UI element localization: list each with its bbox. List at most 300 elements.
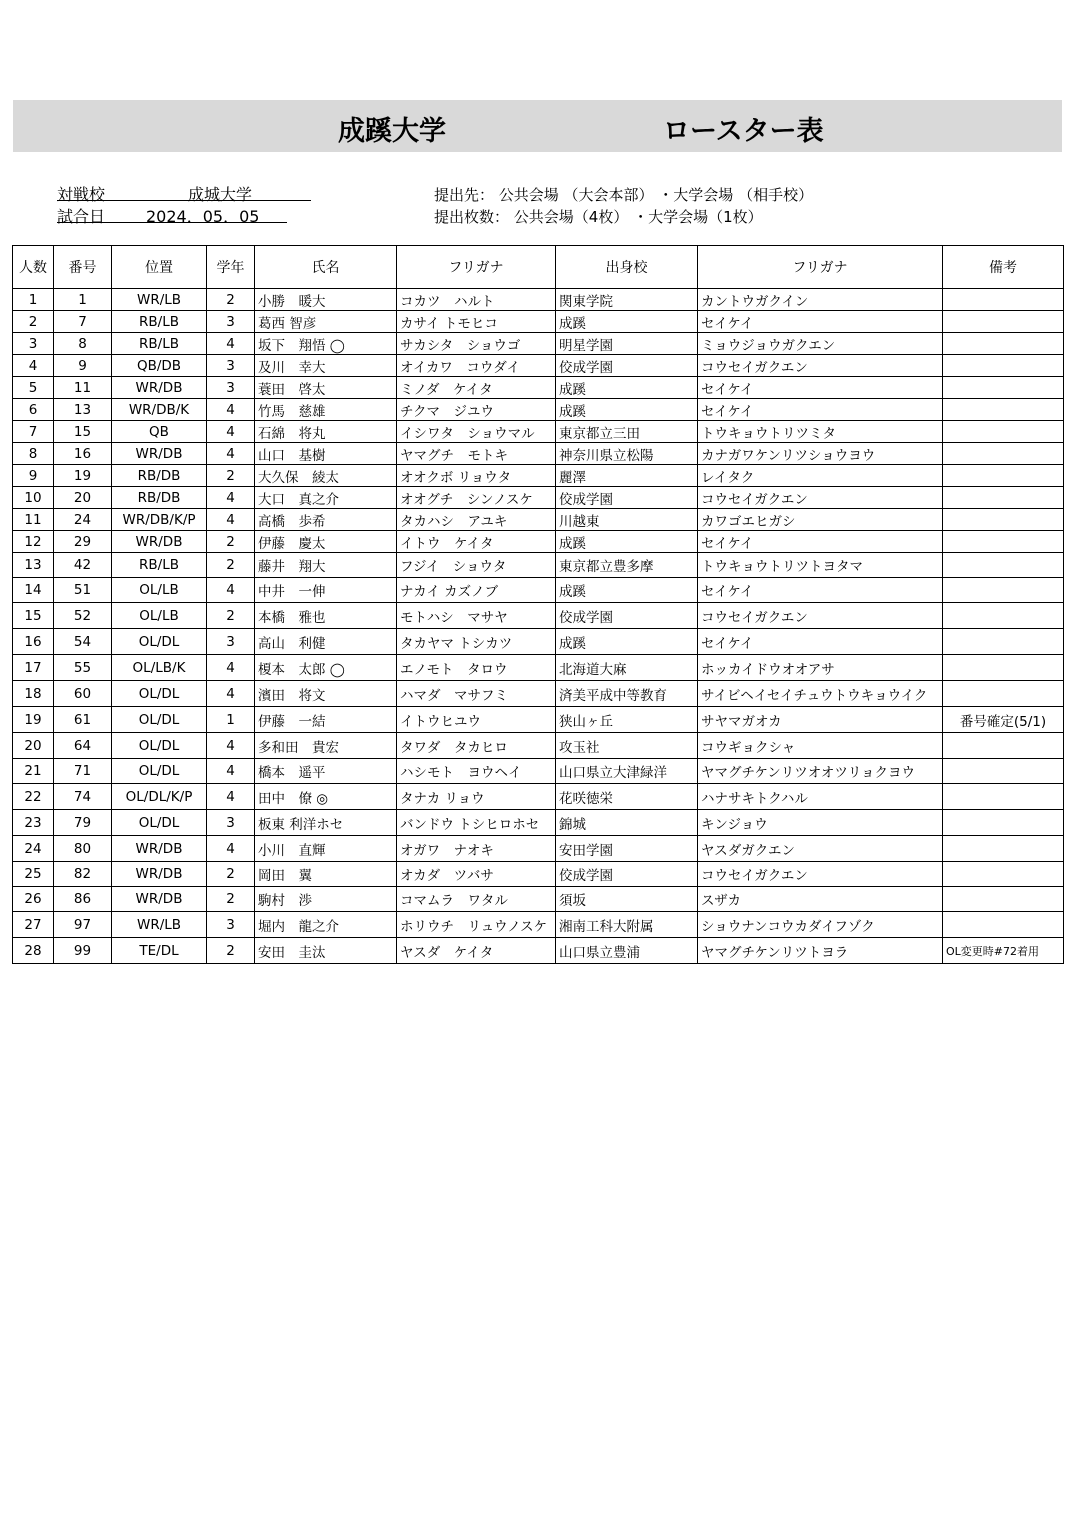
cell-count: 7 <box>13 421 54 443</box>
roster-body <box>13 289 1064 964</box>
cell-name: 濱田 将文 <box>255 681 397 707</box>
cell-name: 高橋 歩希 <box>255 509 397 531</box>
cell-count: 28 <box>13 938 54 964</box>
cell-name: 田中 僚 ◎ <box>255 784 397 810</box>
cell-notes <box>943 810 1064 836</box>
cell-notes <box>943 355 1064 377</box>
cell-school: 錦城 <box>556 810 698 836</box>
cell-school: 北海道大麻 <box>556 655 698 681</box>
cell-school: 川越東 <box>556 509 698 531</box>
cell-notes <box>943 759 1064 784</box>
cell-position: WR/DB <box>112 887 207 912</box>
cell-notes <box>943 784 1064 810</box>
cell-position: WR/LB <box>112 912 207 938</box>
table-row <box>13 784 1064 810</box>
cell-name: 本橋 雅也 <box>255 603 397 629</box>
cell-count: 4 <box>13 355 54 377</box>
cell-number: 19 <box>54 465 112 487</box>
cell-school: 花咲徳栄 <box>556 784 698 810</box>
cell-number: 20 <box>54 487 112 509</box>
cell-notes <box>943 509 1064 531</box>
cell-name: 板東 利洋ホセ <box>255 810 397 836</box>
table-row <box>13 377 1064 399</box>
cell-name: 駒村 渉 <box>255 887 397 912</box>
table-row <box>13 707 1064 733</box>
header-number: 番号 <box>54 246 112 289</box>
cell-name: 大口 真之介 <box>255 487 397 509</box>
cell-school: 麗澤 <box>556 465 698 487</box>
opponent-label: 対戦校 <box>57 185 106 204</box>
cell-name: 山口 基樹 <box>255 443 397 465</box>
cell-school-kana: トウキョウトリツトヨタマ <box>698 553 943 578</box>
cell-grade: 2 <box>207 862 255 887</box>
cell-number: 24 <box>54 509 112 531</box>
cell-position: WR/DB/K/P <box>112 509 207 531</box>
cell-number: 79 <box>54 810 112 836</box>
cell-name: 堀内 龍之介 <box>255 912 397 938</box>
cell-count: 1 <box>13 289 54 311</box>
table-row <box>13 311 1064 333</box>
cell-position: OL/LB <box>112 603 207 629</box>
cell-notes <box>943 681 1064 707</box>
cell-position: TE/DL <box>112 938 207 964</box>
cell-school: 成蹊 <box>556 311 698 333</box>
cell-grade: 3 <box>207 810 255 836</box>
cell-name: 中井 一伸 <box>255 578 397 603</box>
cell-number: 61 <box>54 707 112 733</box>
cell-notes <box>943 531 1064 553</box>
cell-count: 17 <box>13 655 54 681</box>
cell-notes: OL変更時#72着用 <box>943 938 1064 964</box>
cell-notes <box>943 399 1064 421</box>
cell-number: 86 <box>54 887 112 912</box>
table-row <box>13 810 1064 836</box>
cell-school-kana: スザカ <box>698 887 943 912</box>
table-row <box>13 603 1064 629</box>
cell-school: 東京都立豊多摩 <box>556 553 698 578</box>
cell-name: 石綿 将丸 <box>255 421 397 443</box>
cell-number: 8 <box>54 333 112 355</box>
cell-grade: 3 <box>207 311 255 333</box>
cell-name-kana: オオグチ シンノスケ <box>397 487 556 509</box>
table-row <box>13 733 1064 759</box>
cell-name: 小川 直輝 <box>255 836 397 862</box>
cell-position: OL/DL <box>112 810 207 836</box>
cell-count: 11 <box>13 509 54 531</box>
cell-school-kana: ショウナンコウカダイフゾク <box>698 912 943 938</box>
cell-name: 小勝 暖大 <box>255 289 397 311</box>
cell-grade: 4 <box>207 655 255 681</box>
cell-school: 成蹊 <box>556 377 698 399</box>
header-name-kana: フリガナ <box>397 246 556 289</box>
cell-name-kana: ハマダ マサフミ <box>397 681 556 707</box>
header-notes: 備考 <box>943 246 1064 289</box>
cell-name: 伊藤 慶太 <box>255 531 397 553</box>
cell-count: 12 <box>13 531 54 553</box>
cell-school: 成蹊 <box>556 629 698 655</box>
cell-position: OL/DL <box>112 759 207 784</box>
cell-grade: 4 <box>207 733 255 759</box>
cell-school-kana: コウセイガクエン <box>698 487 943 509</box>
cell-position: QB/DB <box>112 355 207 377</box>
cell-school: 湘南工科大附属 <box>556 912 698 938</box>
cell-number: 54 <box>54 629 112 655</box>
cell-school-kana: ハナサキトクハル <box>698 784 943 810</box>
cell-count: 9 <box>13 465 54 487</box>
cell-notes <box>943 465 1064 487</box>
cell-name-kana: サカシタ ショウゴ <box>397 333 556 355</box>
cell-number: 80 <box>54 836 112 862</box>
cell-name-kana: ヤマグチ モトキ <box>397 443 556 465</box>
cell-school-kana: サイビヘイセイチュウトウキョウイク <box>698 681 943 707</box>
table-row <box>13 759 1064 784</box>
cell-school: 成蹊 <box>556 531 698 553</box>
cell-count: 13 <box>13 553 54 578</box>
cell-count: 21 <box>13 759 54 784</box>
cell-name: 竹馬 慈雄 <box>255 399 397 421</box>
cell-school-kana: トウキョウトリツミタ <box>698 421 943 443</box>
cell-count: 19 <box>13 707 54 733</box>
cell-position: OL/LB <box>112 578 207 603</box>
cell-number: 99 <box>54 938 112 964</box>
cell-notes: 番号確定(5/1) <box>943 707 1064 733</box>
cell-count: 14 <box>13 578 54 603</box>
cell-name-kana: ヤスダ ケイタ <box>397 938 556 964</box>
cell-notes <box>943 655 1064 681</box>
table-row <box>13 487 1064 509</box>
cell-position: OL/DL/K/P <box>112 784 207 810</box>
date-label: 試合日 <box>57 207 106 226</box>
cell-name-kana: イトウヒユウ <box>397 707 556 733</box>
table-row <box>13 887 1064 912</box>
cell-school: 明星学園 <box>556 333 698 355</box>
cell-name: 藤井 翔大 <box>255 553 397 578</box>
cell-school-kana: カントウガクイン <box>698 289 943 311</box>
cell-position: RB/DB <box>112 487 207 509</box>
cell-count: 16 <box>13 629 54 655</box>
cell-school-kana: セイケイ <box>698 377 943 399</box>
cell-position: WR/DB <box>112 862 207 887</box>
cell-name: 及川 幸大 <box>255 355 397 377</box>
cell-name: 蓑田 啓太 <box>255 377 397 399</box>
school-title: 成蹊大学 <box>338 116 446 147</box>
cell-school: 済美平成中等教育 <box>556 681 698 707</box>
table-row <box>13 836 1064 862</box>
cell-school-kana: セイケイ <box>698 629 943 655</box>
cell-school: 佼成学園 <box>556 862 698 887</box>
cell-name: 岡田 翼 <box>255 862 397 887</box>
cell-school-kana: レイタク <box>698 465 943 487</box>
cell-position: WR/DB <box>112 443 207 465</box>
table-row <box>13 912 1064 938</box>
table-row <box>13 938 1064 964</box>
cell-grade: 4 <box>207 759 255 784</box>
cell-position: WR/DB <box>112 377 207 399</box>
cell-school: 安田学園 <box>556 836 698 862</box>
cell-school: 山口県立豊浦 <box>556 938 698 964</box>
cell-number: 42 <box>54 553 112 578</box>
cell-school: 成蹊 <box>556 399 698 421</box>
cell-notes <box>943 836 1064 862</box>
cell-name: 榎本 太郎 ◯ <box>255 655 397 681</box>
cell-count: 25 <box>13 862 54 887</box>
cell-school-kana: キンジョウ <box>698 810 943 836</box>
cell-name: 安田 圭汰 <box>255 938 397 964</box>
cell-grade: 4 <box>207 421 255 443</box>
header-school: 出身校 <box>556 246 698 289</box>
cell-name-kana: ミノダ ケイタ <box>397 377 556 399</box>
cell-name-kana: カサイ トモヒコ <box>397 311 556 333</box>
cell-notes <box>943 377 1064 399</box>
cell-name-kana: オイカワ コウダイ <box>397 355 556 377</box>
table-row <box>13 578 1064 603</box>
cell-count: 20 <box>13 733 54 759</box>
cell-position: WR/DB <box>112 836 207 862</box>
roster-table <box>12 245 1064 964</box>
cell-grade: 4 <box>207 784 255 810</box>
cell-position: WR/LB <box>112 289 207 311</box>
date-underline <box>57 222 287 223</box>
cell-number: 60 <box>54 681 112 707</box>
cell-position: OL/LB/K <box>112 655 207 681</box>
cell-grade: 2 <box>207 603 255 629</box>
cell-position: OL/DL <box>112 707 207 733</box>
table-row <box>13 443 1064 465</box>
cell-grade: 1 <box>207 707 255 733</box>
cell-number: 1 <box>54 289 112 311</box>
cell-notes <box>943 862 1064 887</box>
cell-school-kana: コウギョクシャ <box>698 733 943 759</box>
cell-count: 3 <box>13 333 54 355</box>
table-row <box>13 333 1064 355</box>
table-row <box>13 289 1064 311</box>
cell-number: 9 <box>54 355 112 377</box>
cell-count: 15 <box>13 603 54 629</box>
cell-school-kana: ヤスダガクエン <box>698 836 943 862</box>
cell-name: 橋本 遥平 <box>255 759 397 784</box>
cell-position: RB/LB <box>112 553 207 578</box>
cell-position: RB/LB <box>112 311 207 333</box>
cell-school-kana: ホッカイドウオオアサ <box>698 655 943 681</box>
table-row <box>13 421 1064 443</box>
cell-grade: 3 <box>207 629 255 655</box>
cell-number: 13 <box>54 399 112 421</box>
cell-notes <box>943 603 1064 629</box>
cell-number: 51 <box>54 578 112 603</box>
cell-name: 葛西 智彦 <box>255 311 397 333</box>
cell-grade: 4 <box>207 333 255 355</box>
cell-notes <box>943 487 1064 509</box>
cell-school-kana: ヤマグチケンリツトヨラ <box>698 938 943 964</box>
header-name: 氏名 <box>255 246 397 289</box>
cell-name-kana: タカハシ アユキ <box>397 509 556 531</box>
cell-name-kana: エノモト タロウ <box>397 655 556 681</box>
cell-notes <box>943 421 1064 443</box>
cell-name-kana: オオクボ リョウタ <box>397 465 556 487</box>
cell-notes <box>943 578 1064 603</box>
cell-count: 22 <box>13 784 54 810</box>
cell-position: OL/DL <box>112 629 207 655</box>
cell-school-kana: セイケイ <box>698 531 943 553</box>
cell-count: 6 <box>13 399 54 421</box>
cell-school: 狭山ヶ丘 <box>556 707 698 733</box>
cell-name-kana: チクマ ジユウ <box>397 399 556 421</box>
header-position: 位置 <box>112 246 207 289</box>
cell-school-kana: カナガワケンリツショウヨウ <box>698 443 943 465</box>
cell-number: 71 <box>54 759 112 784</box>
cell-position: OL/DL <box>112 733 207 759</box>
cell-number: 82 <box>54 862 112 887</box>
cell-grade: 2 <box>207 553 255 578</box>
cell-position: RB/DB <box>112 465 207 487</box>
cell-school-kana: セイケイ <box>698 311 943 333</box>
cell-school: 佼成学園 <box>556 355 698 377</box>
cell-name: 高山 利健 <box>255 629 397 655</box>
cell-name-kana: フジイ ショウタ <box>397 553 556 578</box>
cell-grade: 2 <box>207 531 255 553</box>
cell-name-kana: モトハシ マサヤ <box>397 603 556 629</box>
cell-position: QB <box>112 421 207 443</box>
cell-count: 26 <box>13 887 54 912</box>
cell-count: 24 <box>13 836 54 862</box>
cell-name-kana: オガワ ナオキ <box>397 836 556 862</box>
cell-school-kana: コウセイガクエン <box>698 603 943 629</box>
document-title: ロースター表 <box>663 116 824 147</box>
cell-number: 64 <box>54 733 112 759</box>
cell-number: 97 <box>54 912 112 938</box>
cell-name: 大久保 綾太 <box>255 465 397 487</box>
cell-number: 52 <box>54 603 112 629</box>
submit-to: 提出先： 公共会場 （大会本部） ・大学会場 （相手校） <box>434 186 814 204</box>
cell-position: OL/DL <box>112 681 207 707</box>
cell-school: 東京都立三田 <box>556 421 698 443</box>
cell-grade: 4 <box>207 399 255 421</box>
cell-grade: 2 <box>207 289 255 311</box>
cell-notes <box>943 333 1064 355</box>
cell-grade: 3 <box>207 912 255 938</box>
cell-school-kana: セイケイ <box>698 399 943 421</box>
cell-notes <box>943 733 1064 759</box>
cell-grade: 4 <box>207 509 255 531</box>
cell-count: 10 <box>13 487 54 509</box>
cell-name-kana: イトウ ケイタ <box>397 531 556 553</box>
cell-number: 11 <box>54 377 112 399</box>
table-row <box>13 681 1064 707</box>
cell-name-kana: コマムラ ワタル <box>397 887 556 912</box>
cell-position: RB/LB <box>112 333 207 355</box>
table-row <box>13 862 1064 887</box>
cell-count: 27 <box>13 912 54 938</box>
cell-school: 佼成学園 <box>556 603 698 629</box>
cell-grade: 3 <box>207 355 255 377</box>
cell-count: 23 <box>13 810 54 836</box>
cell-notes <box>943 912 1064 938</box>
cell-school-kana: ヤマグチケンリツオオツリョクヨウ <box>698 759 943 784</box>
cell-count: 2 <box>13 311 54 333</box>
cell-school: 佼成学園 <box>556 487 698 509</box>
table-row <box>13 629 1064 655</box>
cell-notes <box>943 311 1064 333</box>
cell-name: 多和田 貴宏 <box>255 733 397 759</box>
cell-name-kana: コカツ ハルト <box>397 289 556 311</box>
table-row <box>13 655 1064 681</box>
header-row <box>13 246 1064 289</box>
cell-school: 関東学院 <box>556 289 698 311</box>
cell-notes <box>943 289 1064 311</box>
cell-grade: 4 <box>207 487 255 509</box>
cell-school: 山口県立大津緑洋 <box>556 759 698 784</box>
cell-school-kana: カワゴエヒガシ <box>698 509 943 531</box>
date-value: 2024．05．05 <box>146 207 260 226</box>
cell-notes <box>943 553 1064 578</box>
cell-grade: 4 <box>207 681 255 707</box>
cell-name-kana: タカヤマ トシカツ <box>397 629 556 655</box>
title-bar <box>13 100 1062 152</box>
table-row <box>13 399 1064 421</box>
cell-name-kana: タナカ リョウ <box>397 784 556 810</box>
cell-name-kana: ホリウチ リュウノスケ <box>397 912 556 938</box>
header-school-kana: フリガナ <box>698 246 943 289</box>
cell-number: 55 <box>54 655 112 681</box>
cell-count: 8 <box>13 443 54 465</box>
cell-name: 坂下 翔悟 ◯ <box>255 333 397 355</box>
cell-school: 攻玉社 <box>556 733 698 759</box>
cell-notes <box>943 887 1064 912</box>
cell-number: 74 <box>54 784 112 810</box>
cell-school: 成蹊 <box>556 578 698 603</box>
cell-number: 16 <box>54 443 112 465</box>
opponent-value: 成城大学 <box>188 185 253 204</box>
cell-name-kana: タワダ タカヒロ <box>397 733 556 759</box>
cell-number: 15 <box>54 421 112 443</box>
cell-school-kana: ミョウジョウガクエン <box>698 333 943 355</box>
cell-school-kana: コウセイガクエン <box>698 862 943 887</box>
cell-grade: 4 <box>207 578 255 603</box>
cell-grade: 2 <box>207 465 255 487</box>
header-grade: 学年 <box>207 246 255 289</box>
cell-notes <box>943 629 1064 655</box>
cell-name-kana: ハシモト ヨウヘイ <box>397 759 556 784</box>
cell-school: 神奈川県立松陽 <box>556 443 698 465</box>
table-row <box>13 553 1064 578</box>
cell-grade: 4 <box>207 443 255 465</box>
cell-notes <box>943 443 1064 465</box>
cell-grade: 2 <box>207 938 255 964</box>
cell-school-kana: サヤマガオカ <box>698 707 943 733</box>
cell-school-kana: コウセイガクエン <box>698 355 943 377</box>
table-row <box>13 509 1064 531</box>
table-row <box>13 465 1064 487</box>
opponent-underline <box>57 200 311 201</box>
cell-school-kana: セイケイ <box>698 578 943 603</box>
header-count: 人数 <box>13 246 54 289</box>
cell-count: 18 <box>13 681 54 707</box>
cell-grade: 3 <box>207 377 255 399</box>
submit-count: 提出枚数： 公共会場（4枚） ・大学会場（1枚） <box>434 208 763 226</box>
cell-count: 5 <box>13 377 54 399</box>
cell-name: 伊藤 一結 <box>255 707 397 733</box>
cell-name-kana: バンドウ トシヒロホセ <box>397 810 556 836</box>
cell-position: WR/DB/K <box>112 399 207 421</box>
cell-name-kana: ナカイ カズノブ <box>397 578 556 603</box>
cell-number: 7 <box>54 311 112 333</box>
cell-name-kana: オカダ ツバサ <box>397 862 556 887</box>
table-row <box>13 355 1064 377</box>
table-row <box>13 531 1064 553</box>
cell-grade: 2 <box>207 887 255 912</box>
cell-number: 29 <box>54 531 112 553</box>
cell-position: WR/DB <box>112 531 207 553</box>
